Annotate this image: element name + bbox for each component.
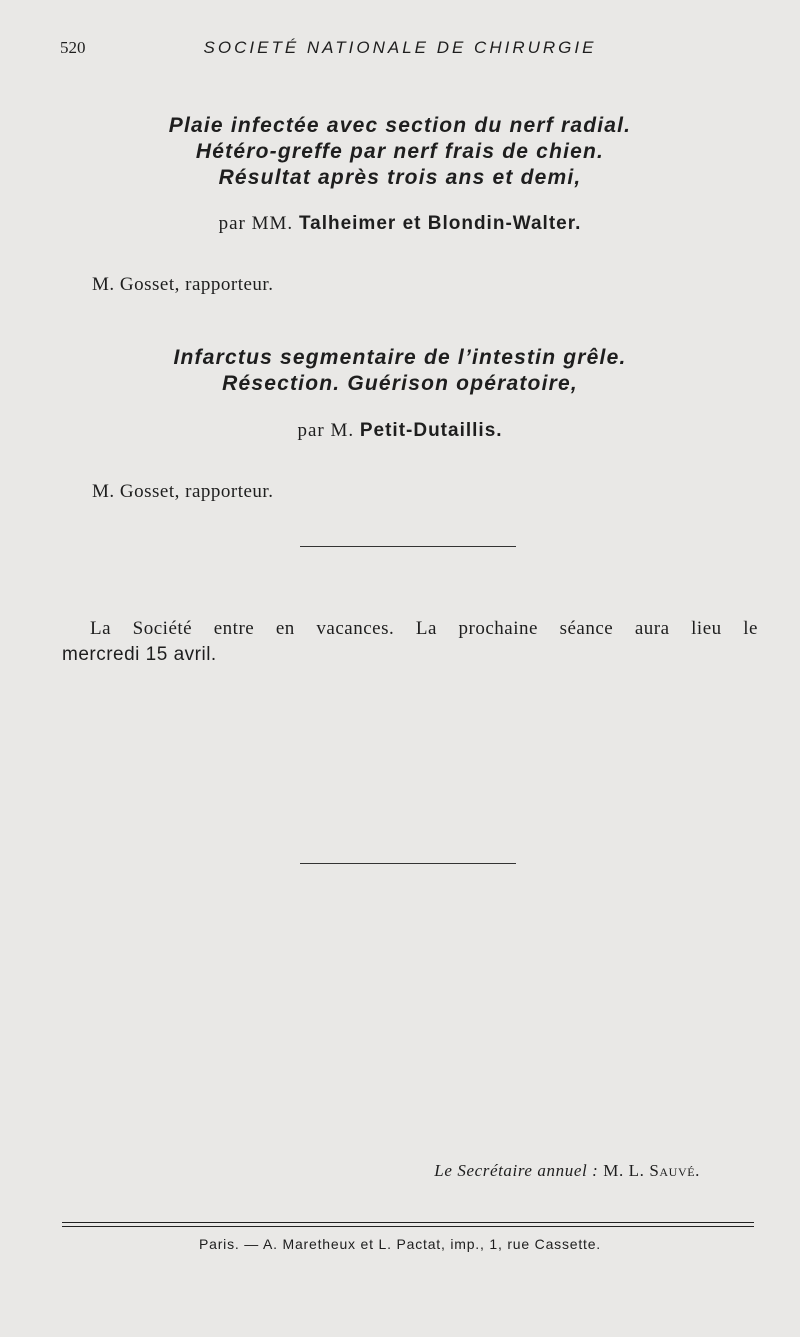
article2-title-line-2: Résection. Guérison opératoire, — [222, 372, 578, 395]
article1-title-line-1: Plaie infectée avec section du nerf radial. — [168, 114, 632, 137]
page-number: 520 — [60, 38, 86, 57]
article2-rapporteur: M. Gosset, rapporteur. — [92, 481, 274, 502]
article2-title-line-1: Infarctus segmentaire de l’intestin grêle. — [173, 346, 627, 369]
running-title: SOCIETÉ NATIONALE DE CHIRURGIE — [203, 38, 597, 57]
article1-rapporteur: M. Gosset, rapporteur. — [92, 274, 274, 295]
signature-role: Le Secrétaire annuel : — [434, 1161, 599, 1180]
article2-byline-prefix: par M. — [297, 420, 355, 441]
article1-byline — [0, 213, 800, 235]
signature — [0, 1161, 700, 1181]
printer-imprint: Paris. — A. Maretheux et L. Pactat, imp., 1, rue Cassette. — [199, 1236, 601, 1252]
article2-authors: Petit-Dutaillis. — [359, 420, 503, 441]
section-divider-1 — [300, 546, 516, 547]
article1-title-line-3: Résultat après trois ans et demi, — [218, 166, 582, 189]
article1-title-line-2: Hétéro-greffe par nerf frais de chien. — [195, 140, 605, 163]
signature-name: M. L. Sauvé. — [603, 1161, 700, 1180]
article1-authors: Talheimer et Blondin-Walter. — [298, 213, 582, 234]
announcement-line-2: mercredi 15 avril. — [62, 644, 217, 665]
announcement-line-1: La Société entre en vacances. La prochaine séance aura lieu le — [90, 618, 758, 639]
footer-double-rule — [62, 1222, 754, 1227]
article1-byline-prefix: par MM. — [218, 213, 294, 234]
article2-byline — [0, 420, 800, 442]
section-divider-2 — [300, 863, 516, 864]
